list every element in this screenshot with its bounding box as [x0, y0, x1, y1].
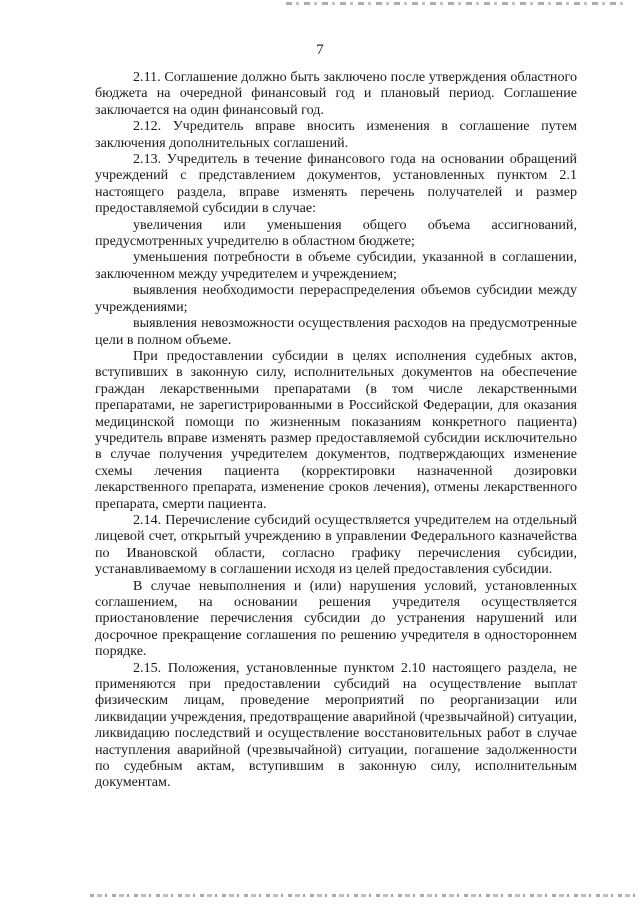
document-body	[95, 69, 577, 791]
list-item-need-decrease: уменьшения потребности в объеме субсидии, указанной в соглашении, заключенном между учредителем и учреждением;	[95, 249, 577, 282]
paragraph-violation: В случае невыполнения и (или) нарушения условий, установленных соглашением, на основании решения учредителя осуществляется приостановление перечисления субсидии до устранения нарушений или досрочное прекращение соглашения по решению учредителя в одностороннем порядке.	[95, 577, 577, 660]
paragraph-2-15: 2.15. Положения, установленные пунктом 2.10 настоящего раздела, не применяются при предоставлении субсидий на осуществление выплат физическим лицам, проведение мероприятий по реорганизации или ликвидации учреждения, предотвращение аварийной (чрезвычайной) ситуации, ликвидацию последствий и осуществление восстановительных работ в случае наступления аварийной (чрезвычайной) ситуации, погашение задолженности по судебным актам, вступившим в законную силу, исполнительным документам.	[95, 659, 577, 791]
list-item-redistribution: выявления необходимости перераспределения объемов субсидии между учреждениями;	[95, 282, 577, 315]
paragraph-court-acts: При предоставлении субсидии в целях исполнения судебных актов, вступивших в законную силу, исполнительных документов на обеспечение граждан лекарственными препаратами (в том числе лекарственными препаратами, не зарегистрированными в Российской Федерации, для оказания медицинской помощи по жизненным показаниям конкретного пациента) учредитель вправе изменять размер предоставляемой субсидии исключительно в случае получения учредителем документов, подтверждающих изменение схемы лечения пациента (корректировки назначенной дозировки лекарственного препарата, изменение сроков лечения), отмены лекарственного препарата, смерти пациента.	[95, 347, 577, 512]
list-item-budget-change: увеличения или уменьшения общего объема ассигнований, предусмотренных учредителю в областном бюджете;	[95, 216, 577, 250]
scan-artifact-top	[286, 2, 626, 5]
paragraph-2-11: 2.11. Соглашение должно быть заключено после утверждения областного бюджета на очередной финансовый год и плановый период. Соглашение заключается на один финансовый год.	[95, 69, 577, 118]
scan-artifact-bottom	[90, 894, 635, 897]
paragraph-2-14: 2.14. Перечисление субсидий осуществляется учредителем на отдельный лицевой счет, открытый учреждению в управлении Федерального казначейства по Ивановской области, согласно графику перечисления субсидии, устанавливаемому в соглашении исходя из целей предоставления субсидии.	[95, 511, 577, 578]
paragraph-2-12: 2.12. Учредитель вправе вносить изменения в соглашение путем заключения дополнительных соглашений.	[95, 118, 577, 151]
list-item-impossibility: выявления невозможности осуществления расходов на предусмотренные цели в полном объеме.	[95, 315, 577, 348]
page-number: 7	[316, 42, 324, 58]
paragraph-2-13: 2.13. Учредитель в течение финансового года на основании обращений учреждений с представлением документов, установленных пунктом 2.1 настоящего раздела, вправе изменять перечень получателей и размер предоставляемой субсидии в случае:	[95, 151, 577, 217]
